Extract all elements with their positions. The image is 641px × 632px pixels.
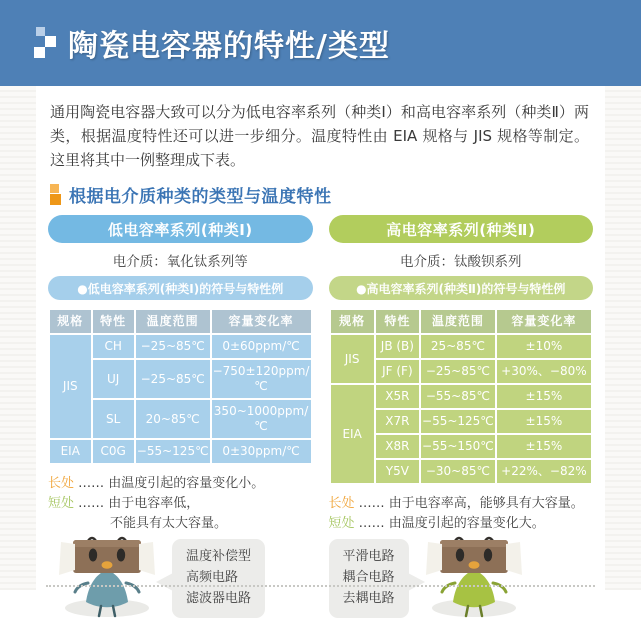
cell: −55~125℃ <box>136 440 210 463</box>
class1-spec-table <box>48 308 313 465</box>
merit-line <box>48 474 313 494</box>
demerit-label: 短处 <box>48 496 75 512</box>
class2-series-pill: 高电容率系列(种类Ⅱ) <box>329 215 594 243</box>
title-banner <box>0 0 641 86</box>
cell: −750±120ppm/℃ <box>212 360 311 398</box>
bubble-line: 滤波器电路 <box>186 590 252 606</box>
title-bullet-icon <box>34 25 58 61</box>
demerit-text: …… 由于电容率低， <box>78 496 200 512</box>
cell: −55~150℃ <box>421 435 495 458</box>
bubble-line: 耦合电路 <box>342 570 395 586</box>
class1-merits <box>48 474 313 534</box>
table-row <box>331 335 592 358</box>
bubble-line: 高频电路 <box>186 570 239 586</box>
merit-label: 长处 <box>328 496 355 511</box>
cell: X8R <box>376 435 419 458</box>
table-header-row <box>331 310 592 333</box>
class2-dielectric: 电介质：钛酸钡系列 <box>400 254 522 270</box>
bubble-line: 温度补偿型 <box>186 549 252 565</box>
col-header-spec: 规格 <box>50 310 91 333</box>
demerit-text-line2: 不能具有太大容量。 <box>110 516 228 532</box>
cell: 0±30ppm/℃ <box>212 440 311 463</box>
merit-text: …… 由于电容率高，能够具有大容量。 <box>358 496 584 511</box>
col-header-range: 温度范围 <box>421 310 495 333</box>
class1-series-pill: 低电容率系列(种类Ⅰ) <box>48 215 313 243</box>
cell: −25~85℃ <box>136 360 210 398</box>
demerit-line <box>329 514 594 534</box>
demerit-label: 短处 <box>328 516 355 532</box>
two-column-layout <box>48 215 593 632</box>
demerit-text: …… 由温度引起的容量变化大。 <box>358 516 545 532</box>
column-class1 <box>48 215 313 632</box>
cell: −55~85℃ <box>421 385 495 408</box>
cell: +30%、−80% <box>497 360 591 383</box>
class2-subheader-pill: ●高电容率系列(种类Ⅱ)的符号与特性例 <box>329 276 594 300</box>
page-title: 陶瓷电容器的特性/类型 <box>68 29 390 64</box>
cell: JB (B) <box>376 335 419 358</box>
cell: CH <box>93 335 134 358</box>
bubble-line: 去耦电路 <box>342 590 395 606</box>
cell: +22%、−82% <box>497 460 591 483</box>
merit-line <box>329 494 594 514</box>
capacitor-mascot-green <box>415 534 533 622</box>
class1-subheader-pill: ●低电容率系列(种类Ⅰ)的符号与特性例 <box>48 276 313 300</box>
class2-mascot-row <box>329 534 594 632</box>
cell: 25~85℃ <box>421 335 495 358</box>
merit-label: 长处 <box>48 476 75 491</box>
col-header-char: 特性 <box>376 310 419 333</box>
cell: ±10% <box>497 335 591 358</box>
spec-cell-jis: JIS <box>331 335 374 383</box>
intro-paragraph: 通用陶瓷电容器大致可以分为低电容率系列（种类Ⅰ）和高电容率系列（种类Ⅱ）两类，根据温度特性还可以进一步细分。温度特性由 EIA 规格与 JIS 规格等制定。这里将其中一例整理成下表。 <box>50 103 589 169</box>
cell: ±15% <box>497 385 591 408</box>
cell: C0G <box>93 440 134 463</box>
cell: 350~1000ppm/℃ <box>212 400 311 438</box>
cell: −25~85℃ <box>136 335 210 358</box>
col-header-change: 容量变化率 <box>497 310 591 333</box>
class1-dielectric: 电介质：氧化钛系列等 <box>112 254 248 270</box>
content-card <box>36 86 605 606</box>
demerit-line <box>48 494 313 514</box>
cell: −55~125℃ <box>421 410 495 433</box>
cell: UJ <box>93 360 134 398</box>
spec-cell-eia: EIA <box>50 440 91 463</box>
column-class2 <box>329 215 594 632</box>
cell: 0±60ppm/℃ <box>212 335 311 358</box>
section-heading-text: 根据电介质种类的类型与温度特性 <box>69 187 332 207</box>
cell: JF (F) <box>376 360 419 383</box>
col-header-change: 容量变化率 <box>212 310 311 333</box>
table-row <box>50 440 311 463</box>
bubble-line: 平滑电路 <box>342 549 395 565</box>
capacitor-mascot-teal <box>48 534 166 622</box>
class1-speech-bubble <box>172 539 265 617</box>
table-row <box>50 335 311 358</box>
merit-text: …… 由温度引起的容量变化小。 <box>78 476 265 491</box>
class2-speech-bubble <box>329 539 409 617</box>
spec-cell-eia: EIA <box>331 385 374 483</box>
section-heading <box>50 182 593 207</box>
table-header-row <box>50 310 311 333</box>
cell: 20~85℃ <box>136 400 210 438</box>
orange-bullet-icon <box>50 184 61 205</box>
cell: −30~85℃ <box>421 460 495 483</box>
cell: ±15% <box>497 410 591 433</box>
col-header-spec: 规格 <box>331 310 374 333</box>
cell: ±15% <box>497 435 591 458</box>
cell: X5R <box>376 385 419 408</box>
class2-merits <box>329 494 594 534</box>
cell: Y5V <box>376 460 419 483</box>
table-row <box>331 385 592 408</box>
cell: X7R <box>376 410 419 433</box>
class1-mascot-row <box>48 534 313 632</box>
class2-spec-table <box>329 308 594 485</box>
cell: −25~85℃ <box>421 360 495 383</box>
cell: SL <box>93 400 134 438</box>
col-header-range: 温度范围 <box>136 310 210 333</box>
dotted-separator <box>46 585 595 587</box>
col-header-char: 特性 <box>93 310 134 333</box>
spec-cell-jis: JIS <box>50 335 91 438</box>
